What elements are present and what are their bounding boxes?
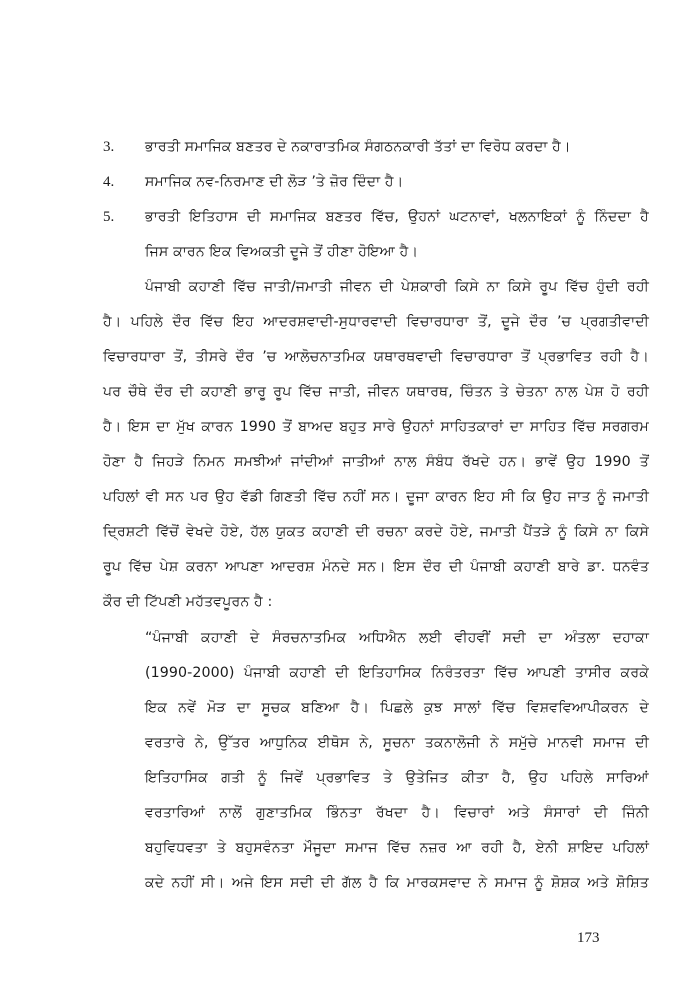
list-number: 4. [103,174,115,190]
quote-line: (1990-2000) ਪੰਜਾਬੀ ਕਹਾਣੀ ਦੀ ਇਤਿਹਾਸਿਕ ਨਿਰੰਤਰਤਾ ਵਿੱਚ ਆਪਣੀ ਤਾਸੀਰ ਕਰਕੇ [145,665,649,681]
list-item-text: ਸਮਾਜਿਕ ਨਵ-ਨਿਰਮਾਣ ਦੀ ਲੋੜ ’ਤੇ ਜ਼ੋਰ ਦਿੰਦਾ ਹੈ। [145,174,404,190]
list-item-text: ਜਿਸ ਕਾਰਨ ਇਕ ਵਿਅਕਤੀ ਦੂਜੇ ਤੋਂ ਹੀਣਾ ਹੋਇਆ ਹੈ। [145,244,419,260]
paragraph-line: ਪੰਜਾਬੀ ਕਹਾਣੀ ਵਿੱਚ ਜਾਤੀ/ਜਮਾਤੀ ਜੀਵਨ ਦੀ ਪੇਸ਼ਕਾਰੀ ਕਿਸੇ ਨਾ ਕਿਸੇ ਰੂਪ ਵਿੱਚ ਹੁੰਦੀ ਰਹੀ [145,279,649,295]
paragraph-line: ਰੂਪ ਵਿੱਚ ਪੇਸ਼ ਕਰਨਾ ਆਪਣਾ ਆਦਰਸ਼ ਮੰਨਦੇ ਸਨ। ਇਸ ਦੌਰ ਦੀ ਪੰਜਾਬੀ ਕਹਾਣੀ ਬਾਰੇ ਡਾ. ਧਨਵੰਤ [103,559,649,575]
quote-line: ਕਦੇ ਨਹੀਂ ਸੀ। ਅਜੇ ਇਸ ਸਦੀ ਦੀ ਗੱਲ ਹੈ ਕਿ ਮਾਰਕਸਵਾਦ ਨੇ ਸਮਾਜ ਨੂੰ ਸ਼ੋਸ਼ਕ ਅਤੇ ਸ਼ੋਸ਼ਿਤ [145,875,649,891]
quote-line: ਵਰਤਾਰੇ ਨੇ, ਉੱਤਰ ਆਧੁਨਿਕ ਈਥੋਸ ਨੇ, ਸੂਚਨਾ ਤਕਨਾਲੋਜੀ ਨੇ ਸਮੁੱਚੇ ਮਾਨਵੀ ਸਮਾਜ ਦੀ [145,735,649,751]
list-item-text: ਭਾਰਤੀ ਸਮਾਜਿਕ ਬਣਤਰ ਦੇ ਨਕਾਰਾਤਮਿਕ ਸੰਗਠਨਕਾਰੀ ਤੱਤਾਂ ਦਾ ਵਿਰੋਧ ਕਰਦਾ ਹੈ। [145,139,571,155]
quote-line: “ਪੰਜਾਬੀ ਕਹਾਣੀ ਦੇ ਸੰਰਚਨਾਤਮਿਕ ਅਧਿਐਨ ਲਈ ਵੀਹਵੀਂ ਸਦੀ ਦਾ ਅੰਤਲਾ ਦਹਾਕਾ [145,630,649,646]
list-item-text: ਭਾਰਤੀ ਇਤਿਹਾਸ ਦੀ ਸਮਾਜਿਕ ਬਣਤਰ ਵਿੱਚ, ਉਹਨਾਂ ਘਟਨਾਵਾਂ, ਖਲਨਾਇਕਾਂ ਨੂੰ ਨਿੰਦਦਾ ਹੈ [145,209,649,225]
paragraph-line: ਹੈ। ਪਹਿਲੇ ਦੌਰ ਵਿੱਚ ਇਹ ਆਦਰਸ਼ਵਾਦੀ-ਸੁਧਾਰਵਾਦੀ ਵਿਚਾਰਧਾਰਾ ਤੋਂ, ਦੂਜੇ ਦੌਰ ’ਚ ਪ੍ਰਗਤੀਵਾਦੀ [103,314,649,330]
paragraph-line: ਪਰ ਚੌਥੇ ਦੌਰ ਦੀ ਕਹਾਣੀ ਭਾਰੂ ਰੂਪ ਵਿੱਚ ਜਾਤੀ, ਜੀਵਨ ਯਥਾਰਥ, ਚਿੰਤਨ ਤੇ ਚੇਤਨਾ ਨਾਲ ਪੇਸ਼ ਹੋ ਰਹੀ [103,384,649,400]
paragraph-line: ਹੈ। ਇਸ ਦਾ ਮੁੱਖ ਕਾਰਨ 1990 ਤੋਂ ਬਾਅਦ ਬਹੁਤ ਸਾਰੇ ਉਹਨਾਂ ਸਾਹਿਤਕਾਰਾਂ ਦਾ ਸਾਹਿਤ ਵਿੱਚ ਸਰਗਰਮ [103,419,649,435]
list-number: 5. [103,209,115,225]
paragraph-line: ਕੌਰ ਦੀ ਟਿੱਪਣੀ ਮਹੱਤਵਪੂਰਨ ਹੈ : [103,594,273,610]
list-number: 3. [103,139,115,155]
paragraph-line: ਹੋਣਾ ਹੈ ਜਿਹੜੇ ਨਿਮਨ ਸਮਝੀਆਂ ਜਾਂਦੀਆਂ ਜਾਤੀਆਂ ਨਾਲ ਸੰਬੰਧ ਰੱਖਦੇ ਹਨ। ਭਾਵੇਂ ਉਹ 1990 ਤੋਂ [103,454,649,470]
paragraph-line: ਵਿਚਾਰਧਾਰਾ ਤੋਂ, ਤੀਸਰੇ ਦੌਰ ’ਚ ਆਲੋਚਨਾਤਮਿਕ ਯਥਾਰਥਵਾਦੀ ਵਿਚਾਰਧਾਰਾ ਤੋਂ ਪ੍ਰਭਾਵਿਤ ਰਹੀ ਹੈ। [103,349,649,365]
quote-line: ਵਰਤਾਰਿਆਂ ਨਾਲੋਂ ਗੁਣਾਤਮਿਕ ਭਿੰਨਤਾ ਰੱਖਦਾ ਹੈ। ਵਿਚਾਰਾਂ ਅਤੇ ਸੰਸਾਰਾਂ ਦੀ ਜਿੰਨੀ [145,805,649,821]
paragraph-line: ਦ੍ਰਿਸ਼ਟੀ ਵਿੱਚੋਂ ਵੇਖਦੇ ਹੋਏ, ਹੱਲ ਯੁਕਤ ਕਹਾਣੀ ਦੀ ਰਚਨਾ ਕਰਦੇ ਹੋਏ, ਜਮਾਤੀ ਪੈਂਤੜੇ ਨੂੰ ਕਿਸੇ ਨਾ ਕਿਸੇ [103,524,649,540]
paragraph-line: ਪਹਿਲਾਂ ਵੀ ਸਨ ਪਰ ਉਹ ਵੱਡੀ ਗਿਣਤੀ ਵਿੱਚ ਨਹੀਂ ਸਨ। ਦੂਜਾ ਕਾਰਨ ਇਹ ਸੀ ਕਿ ਉਹ ਜਾਤ ਨੂੰ ਜਮਾਤੀ [103,489,649,505]
quote-line: ਬਹੁਵਿਧਵਤਾ ਤੇ ਬਹੁਸਵੰਨਤਾ ਮੌਜੂਦਾ ਸਮਾਜ ਵਿੱਚ ਨਜ਼ਰ ਆ ਰਹੀ ਹੈ, ਏਨੀ ਸ਼ਾਇਦ ਪਹਿਲਾਂ [145,840,649,856]
quote-line: ਇਤਿਹਾਸਿਕ ਗਤੀ ਨੂੰ ਜਿਵੇਂ ਪ੍ਰਭਾਵਿਤ ਤੇ ਉਤੇਜਿਤ ਕੀਤਾ ਹੈ, ਉਹ ਪਹਿਲੇ ਸਾਰਿਆਂ [145,770,649,786]
page-number: 173 [577,930,600,946]
quote-line: ਇਕ ਨਵੇਂ ਮੋੜ ਦਾ ਸੂਚਕ ਬਣਿਆ ਹੈ। ਪਿਛਲੇ ਕੁਝ ਸਾਲਾਂ ਵਿੱਚ ਵਿਸ਼ਵਵਿਆਪੀਕਰਨ ਦੇ [145,700,649,716]
